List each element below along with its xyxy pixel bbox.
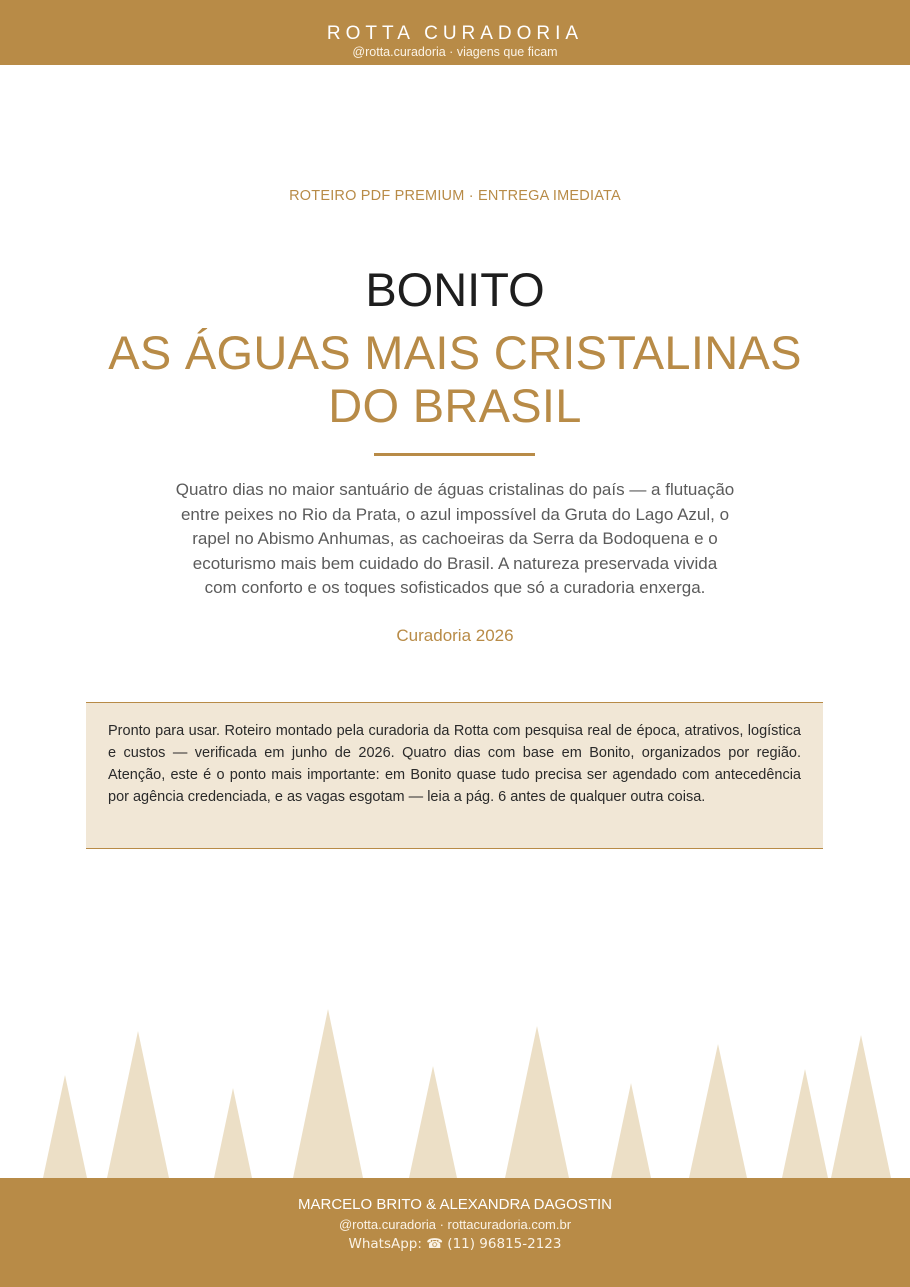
- mountains-illustration: [0, 1000, 910, 1180]
- page-header: [0, 0, 910, 65]
- cover-subtitle: AS ÁGUAS MAIS CRISTALINAS DO BRASIL: [108, 326, 802, 432]
- footer-contact: @rotta.curadoria · rottacuradoria.com.br: [338, 1217, 572, 1232]
- mountain-peak: [107, 1031, 169, 1178]
- mountain-peak: [505, 1026, 569, 1178]
- page-footer: [0, 1178, 910, 1287]
- mountain-peak: [611, 1083, 651, 1178]
- footer-whatsapp: WhatsApp: ☎ (11) 96815-2123: [348, 1236, 562, 1252]
- mountain-peak: [831, 1035, 891, 1178]
- brand-name: ROTTA CURADORIA: [326, 23, 584, 44]
- cover-title: BONITO: [365, 263, 545, 316]
- mountain-peak: [782, 1069, 828, 1178]
- cover-intro-tag: Curadoria 2026: [396, 626, 514, 645]
- cover-intro: Quatro dias no maior santuário de águas cristalinas do país — a flutuação entre peixes no Rio da Prata, o azul impossível da Gruta do Lago Azul, o rapel no Abismo Anhumas, as cachoeiras da Serra da Bodoquena e o ecoturismo mais bem cuidado do Brasil. A natureza preservada vivida com conforto e os toques sofisticados que só a curadoria enxerga.: [175, 480, 735, 597]
- notice-box: [86, 702, 823, 849]
- mountain-peak: [689, 1044, 747, 1178]
- brand-tagline: @rotta.curadoria · viagens que ficam: [352, 45, 558, 59]
- mountain-peak: [43, 1075, 87, 1178]
- notice-text: Pronto para usar. Roteiro montado pela curadoria da Rotta com pesquisa real de época, atrativos, logística e custos — verificada em junho de 2026. Quatro dias com base em Bonito, organizados por região. Atenção, este é o ponto mais importante: em Bonito quase tudo precisa ser agendado com antecedência por agência credenciada, e as vagas esgotam — leia a pág. 6 antes de qualquer outra coisa.: [108, 723, 801, 805]
- title-divider: [374, 453, 535, 456]
- cover-eyebrow: ROTEIRO PDF PREMIUM · ENTREGA IMEDIATA: [289, 188, 621, 204]
- footer-authors: MARCELO BRITO & ALEXANDRA DAGOSTIN: [298, 1196, 612, 1213]
- mountain-peak: [214, 1088, 252, 1178]
- mountain-peak: [293, 1009, 363, 1178]
- mountain-peak: [409, 1066, 457, 1178]
